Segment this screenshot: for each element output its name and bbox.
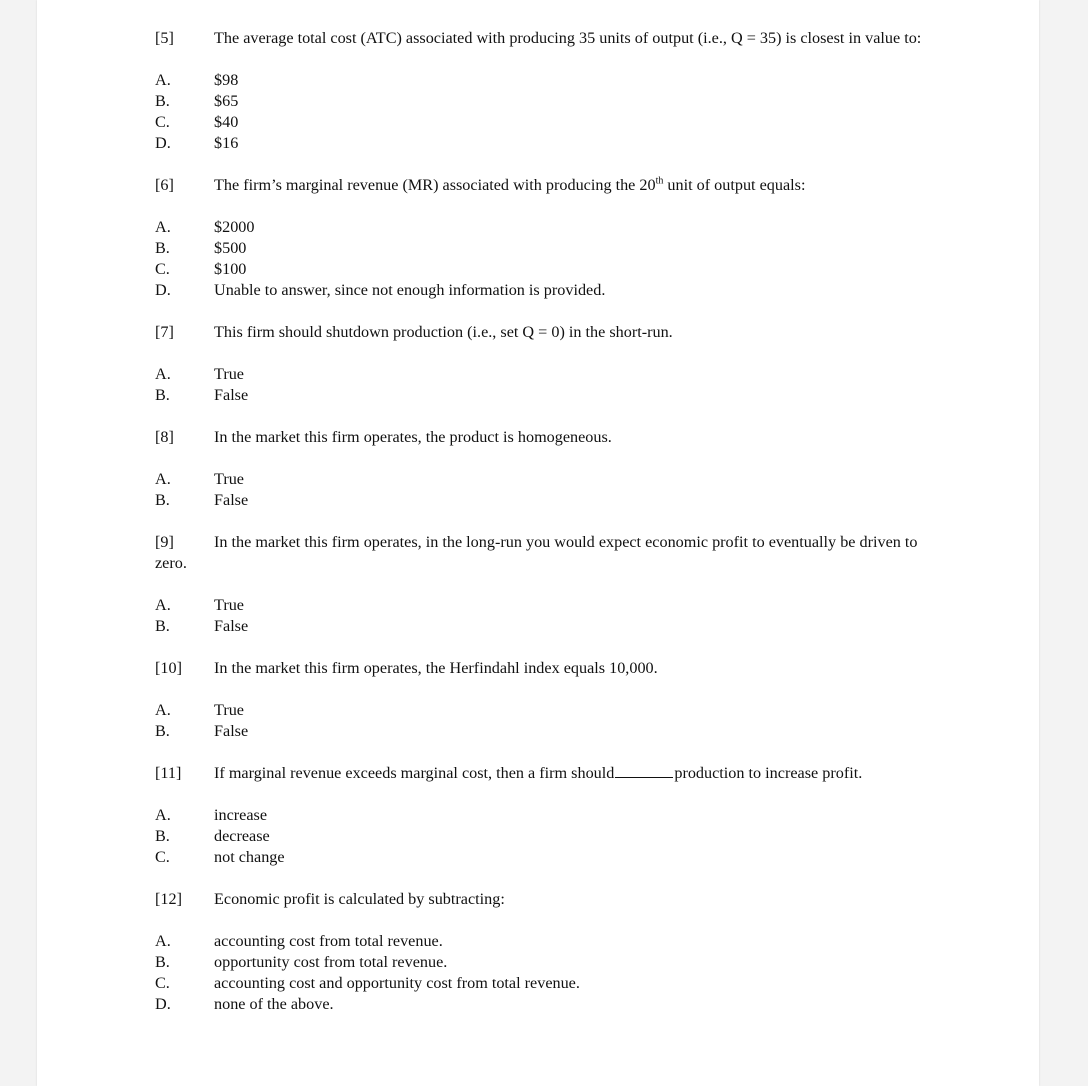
option-b bbox=[155, 952, 935, 973]
option-text: False bbox=[214, 617, 249, 635]
question-number: [11] bbox=[155, 764, 182, 782]
option-list bbox=[155, 70, 935, 154]
option-d bbox=[155, 280, 935, 301]
question-stem bbox=[155, 658, 935, 679]
option-letter: A. bbox=[155, 596, 171, 614]
option-text: False bbox=[214, 722, 249, 740]
option-text: not change bbox=[214, 848, 285, 866]
option-b bbox=[155, 616, 935, 637]
document-page bbox=[37, 0, 1039, 1086]
option-b bbox=[155, 238, 935, 259]
option-text: decrease bbox=[214, 827, 270, 845]
option-list bbox=[155, 217, 935, 301]
option-d bbox=[155, 994, 935, 1015]
option-text: True bbox=[214, 701, 244, 719]
option-b bbox=[155, 91, 935, 112]
option-letter: B. bbox=[155, 491, 170, 509]
option-c bbox=[155, 112, 935, 133]
question-10 bbox=[155, 658, 935, 742]
question-text: Economic profit is calculated by subtracting: bbox=[214, 890, 505, 908]
question-9 bbox=[155, 532, 935, 637]
option-a bbox=[155, 805, 935, 826]
option-text: accounting cost and opportunity cost from total revenue. bbox=[214, 974, 580, 992]
option-list bbox=[155, 700, 935, 742]
option-letter: C. bbox=[155, 848, 170, 866]
option-c bbox=[155, 259, 935, 280]
option-text: none of the above. bbox=[214, 995, 334, 1013]
option-b bbox=[155, 385, 935, 406]
question-text-before: The firm’s marginal revenue (MR) associated with producing the 20 bbox=[214, 176, 656, 194]
option-a bbox=[155, 700, 935, 721]
option-letter: D. bbox=[155, 281, 171, 299]
option-a bbox=[155, 217, 935, 238]
option-text: $16 bbox=[214, 134, 239, 152]
option-a bbox=[155, 469, 935, 490]
option-text: increase bbox=[214, 806, 268, 824]
question-text: In the market this firm operates, the Herfindahl index equals 10,000. bbox=[214, 659, 658, 677]
question-number: [7] bbox=[155, 323, 174, 341]
option-text: $100 bbox=[214, 260, 247, 278]
option-text: $2000 bbox=[214, 218, 255, 236]
option-a bbox=[155, 70, 935, 91]
option-letter: A. bbox=[155, 701, 171, 719]
question-text: In the market this firm operates, in the long-run you would expect economic profit to eventually be driven to zero. bbox=[155, 533, 918, 572]
question-stem bbox=[155, 28, 935, 49]
option-text: accounting cost from total revenue. bbox=[214, 932, 443, 950]
question-stem bbox=[155, 322, 935, 343]
question-number: [5] bbox=[155, 29, 174, 47]
option-text: True bbox=[214, 365, 244, 383]
question-text bbox=[214, 175, 935, 196]
option-text: opportunity cost from total revenue. bbox=[214, 953, 448, 971]
option-letter: A. bbox=[155, 365, 171, 383]
question-number: [6] bbox=[155, 176, 174, 194]
question-text-after: production to increase profit. bbox=[674, 764, 863, 782]
question-number: [9] bbox=[155, 533, 174, 551]
option-text: False bbox=[214, 386, 249, 404]
question-7 bbox=[155, 322, 935, 406]
option-text: Unable to answer, since not enough information is provided. bbox=[214, 281, 606, 299]
option-b bbox=[155, 721, 935, 742]
option-list bbox=[155, 931, 935, 1015]
option-text: False bbox=[214, 491, 249, 509]
question-stem bbox=[155, 763, 935, 784]
question-stem bbox=[155, 532, 935, 574]
option-letter: C. bbox=[155, 260, 170, 278]
question-stem bbox=[155, 889, 935, 910]
question-number: [8] bbox=[155, 428, 174, 446]
question-12 bbox=[155, 889, 935, 1015]
question-8 bbox=[155, 427, 935, 511]
option-c bbox=[155, 973, 935, 994]
option-letter: A. bbox=[155, 470, 171, 488]
option-text: $65 bbox=[214, 92, 239, 110]
question-number: [12] bbox=[155, 890, 182, 908]
option-letter: B. bbox=[155, 92, 170, 110]
option-list bbox=[155, 805, 935, 868]
option-c bbox=[155, 847, 935, 868]
question-text bbox=[214, 763, 935, 784]
option-letter: D. bbox=[155, 995, 171, 1013]
option-letter: B. bbox=[155, 239, 170, 257]
option-a bbox=[155, 931, 935, 952]
question-text: This firm should shutdown production (i.e., set Q = 0) in the short-run. bbox=[214, 323, 673, 341]
question-text: In the market this firm operates, the product is homogeneous. bbox=[214, 428, 612, 446]
document-body bbox=[155, 28, 935, 1036]
option-letter: C. bbox=[155, 974, 170, 992]
option-d bbox=[155, 133, 935, 154]
fill-in-blank bbox=[615, 763, 673, 778]
option-list bbox=[155, 469, 935, 511]
option-letter: B. bbox=[155, 827, 170, 845]
option-letter: D. bbox=[155, 134, 171, 152]
option-list bbox=[155, 364, 935, 406]
option-letter: A. bbox=[155, 932, 171, 950]
option-list bbox=[155, 595, 935, 637]
option-text: $98 bbox=[214, 71, 239, 89]
question-11 bbox=[155, 763, 935, 868]
option-letter: A. bbox=[155, 218, 171, 236]
question-stem bbox=[155, 427, 935, 448]
question-text-before: If marginal revenue exceeds marginal cost, then a firm should bbox=[214, 764, 615, 782]
option-text: True bbox=[214, 596, 244, 614]
ordinal-suffix: th bbox=[655, 175, 664, 187]
question-text-after: unit of output equals: bbox=[663, 176, 806, 194]
option-b bbox=[155, 490, 935, 511]
option-text: $500 bbox=[214, 239, 247, 257]
option-letter: A. bbox=[155, 806, 171, 824]
option-letter: C. bbox=[155, 113, 170, 131]
option-a bbox=[155, 364, 935, 385]
question-5 bbox=[155, 28, 935, 154]
option-text: True bbox=[214, 470, 244, 488]
option-letter: B. bbox=[155, 617, 170, 635]
question-text: The average total cost (ATC) associated with producing 35 units of output (i.e., Q = 35) is closest in value to: bbox=[214, 29, 922, 47]
option-letter: B. bbox=[155, 386, 170, 404]
option-letter: B. bbox=[155, 953, 170, 971]
option-b bbox=[155, 826, 935, 847]
option-text: $40 bbox=[214, 113, 239, 131]
option-a bbox=[155, 595, 935, 616]
option-letter: B. bbox=[155, 722, 170, 740]
question-6 bbox=[155, 175, 935, 301]
option-letter: A. bbox=[155, 71, 171, 89]
question-number: [10] bbox=[155, 659, 182, 677]
question-stem bbox=[155, 175, 935, 196]
